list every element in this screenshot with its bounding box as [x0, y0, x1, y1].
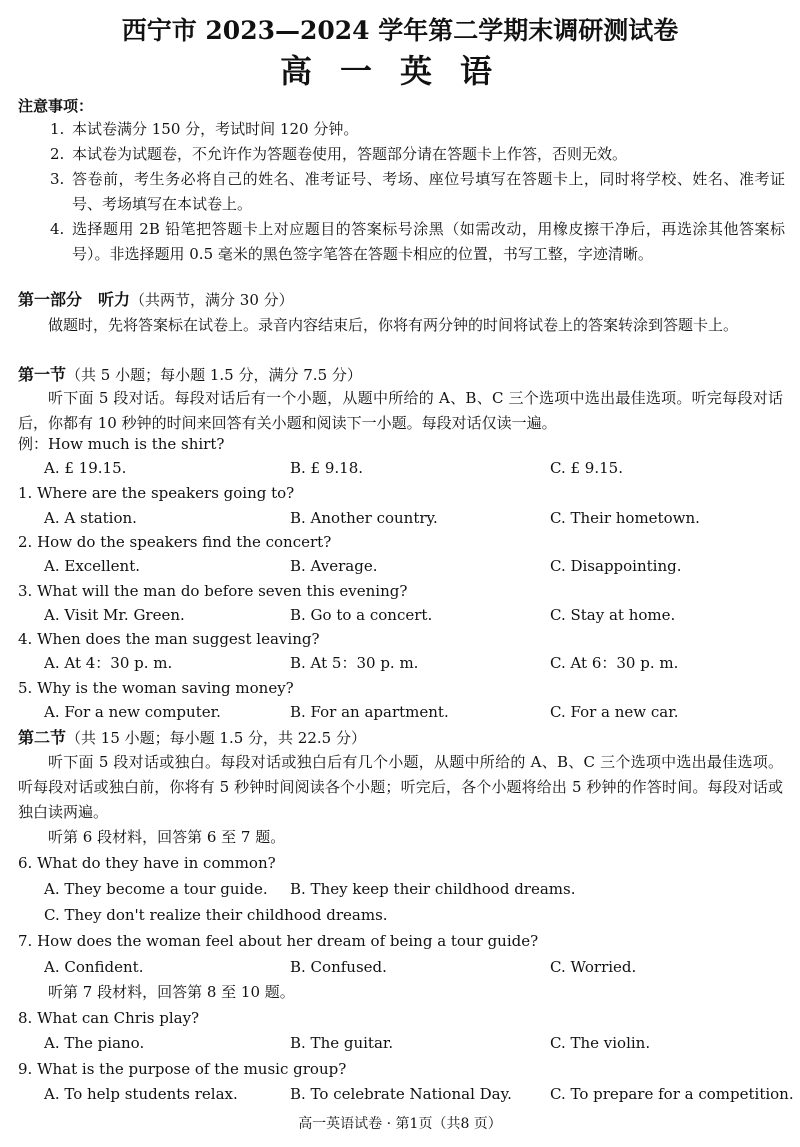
q6-option-b: B. They keep their childhood dreams.	[290, 880, 576, 898]
q8-option-b: B. The guitar.	[290, 1034, 394, 1052]
section2-intro: 听下面 5 段对话或独白。每段对话或独白后有几个小题，从题中所给的 A、B、C 三个选项中选出最佳选项。听每段对话或独白前，你将有 5 秒钟时间阅读各个小题；听完后，各个小题将给出 5 秒钟的作答时间。每段对话或独白读两遍。	[18, 753, 783, 821]
part1-heading: 第一部分 听力（共两节，满分 30 分）	[18, 290, 294, 309]
q3-option-c: C. Stay at home.	[550, 606, 676, 624]
question-4: 4. When does the man suggest leaving?	[18, 630, 320, 648]
q2-option-b: B. Average.	[290, 557, 378, 575]
q1-option-c: C. Their hometown.	[550, 509, 700, 527]
question-9: 9. What is the purpose of the music group?	[18, 1060, 347, 1078]
q5-option-b: B. For an apartment.	[290, 703, 449, 721]
example-option-c: C. £ 9.15.	[550, 459, 623, 477]
q7-option-c: C. Worried.	[550, 958, 637, 976]
page-footer: 高一英语试卷 · 第1页（共8 页）	[298, 1116, 502, 1132]
q3-option-b: B. Go to a concert.	[290, 606, 433, 624]
notice-heading: 注意事项：	[18, 97, 94, 115]
question-6: 6. What do they have in common?	[18, 854, 276, 872]
q6-option-c: C. They don't realize their childhood dreams.	[44, 906, 388, 924]
q8-option-a: A. The piano.	[44, 1034, 145, 1052]
q1-option-b: B. Another country.	[290, 509, 438, 527]
exam-title: 西宁市 2023—2024 学年第二学期末调研测试卷	[121, 16, 679, 45]
q7-option-b: B. Confused.	[290, 958, 387, 976]
notice-item: 3. 答卷前，考生务必将自己的姓名、准考证号、考场、座位号填写在答题卡上，同时将学校、姓名、准考证号、考场填写在本试卷上。	[50, 170, 785, 213]
q4-option-c: C. At 6：30 p. m.	[550, 654, 679, 672]
q4-option-a: A. At 4：30 p. m.	[44, 654, 173, 672]
q8-option-c: C. The violin.	[550, 1034, 651, 1052]
q3-option-a: A. Visit Mr. Green.	[44, 606, 185, 624]
q9-option-c: C. To prepare for a competition.	[550, 1085, 794, 1103]
question-5: 5. Why is the woman saving money?	[18, 679, 294, 697]
q4-option-b: B. At 5：30 p. m.	[290, 654, 419, 672]
q5-option-c: C. For a new car.	[550, 703, 679, 721]
question-2: 2. How do the speakers find the concert?	[18, 533, 332, 551]
section1-heading: 第一节（共 5 小题；每小题 1.5 分，满分 7.5 分）	[18, 365, 362, 384]
section1-intro: 听下面 5 段对话。每段对话后有一个小题，从题中所给的 A、B、C 三个选项中选出最佳选项。听完每段对话后，你都有 10 秒钟的时间来回答有关小题和阅读下一小题。每段对话仅读一遍。	[18, 389, 783, 432]
q6-option-a: A. They become a tour guide.	[44, 880, 268, 898]
example-option-a: A. £ 19.15.	[44, 459, 127, 477]
question-8: 8. What can Chris play?	[18, 1009, 200, 1027]
q2-option-c: C. Disappointing.	[550, 557, 682, 575]
section2-heading: 第二节（共 15 小题；每小题 1.5 分，共 22.5 分）	[18, 728, 366, 747]
example-option-b: B. £ 9.18.	[290, 459, 364, 477]
subject-title: 高一英语	[279, 52, 520, 90]
q9-option-a: A. To help students relax.	[44, 1085, 238, 1103]
material-7-instruction: 听第 7 段材料，回答第 8 至 10 题。	[48, 983, 295, 1001]
q5-option-a: A. For a new computer.	[44, 703, 221, 721]
notice-item: 2. 本试卷为试题卷，不允许作为答题卷使用，答题部分请在答题卡上作答，否则无效。	[50, 145, 628, 163]
notice-item: 1. 本试卷满分 150 分，考试时间 120 分钟。	[50, 120, 359, 138]
part1-intro: 做题时，先将答案标在试卷上。录音内容结束后，你将有两分钟的时间将试卷上的答案转涂到答题卡上。	[48, 316, 739, 334]
question-7: 7. How does the woman feel about her dream of being a tour guide?	[18, 932, 539, 950]
question-3: 3. What will the man do before seven this evening?	[18, 582, 408, 600]
q9-option-b: B. To celebrate National Day.	[290, 1085, 512, 1103]
example-question: 例：How much is the shirt?	[18, 435, 225, 453]
notice-list	[50, 117, 785, 267]
notice-item: 4. 选择题用 2B 铅笔把答题卡上对应题目的答案标号涂黑（如需改动，用橡皮擦干净后，再选涂其他答案标号）。非选择题用 0.5 毫米的黑色签字笔答在答题卡相应的位置，书写工整，字迹清晰。	[50, 220, 785, 263]
q2-option-a: A. Excellent.	[44, 557, 140, 575]
question-1: 1. Where are the speakers going to?	[18, 484, 295, 502]
q1-option-a: A. A station.	[44, 509, 137, 527]
q7-option-a: A. Confident.	[44, 958, 144, 976]
material-6-instruction: 听第 6 段材料，回答第 6 至 7 题。	[48, 828, 286, 846]
